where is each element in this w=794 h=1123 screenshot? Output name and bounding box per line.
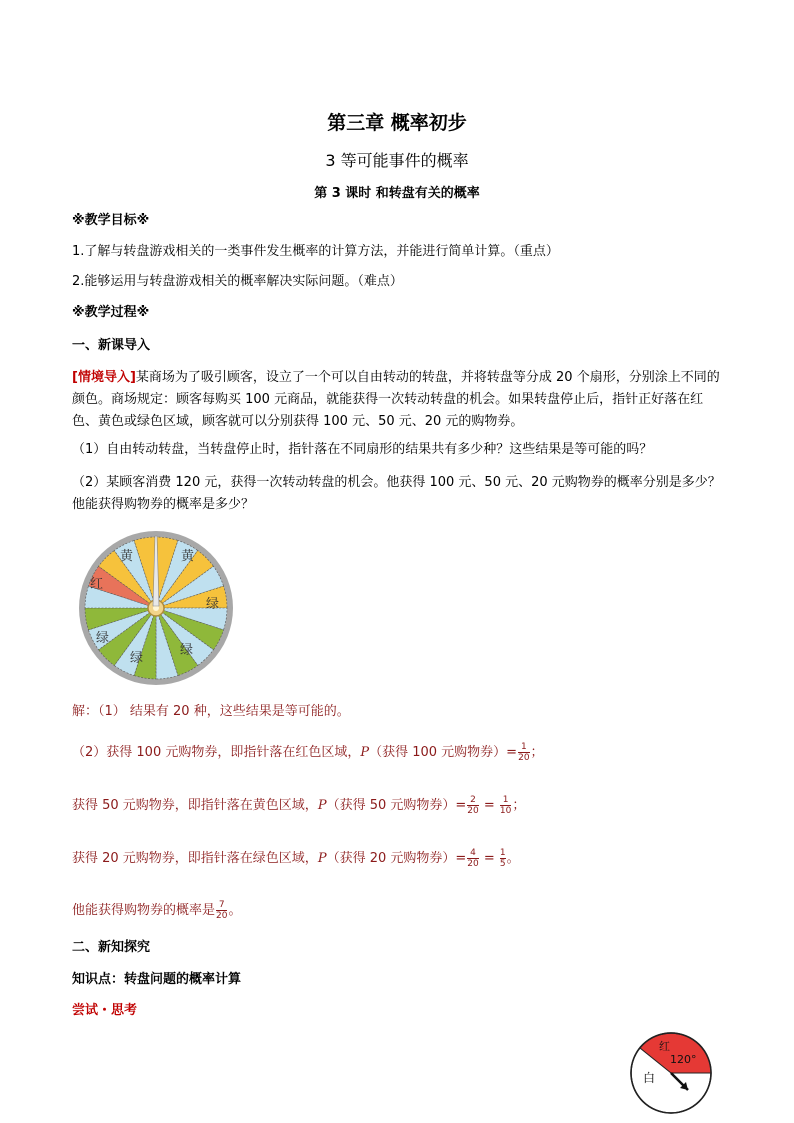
wheel-label-green-4: 绿: [180, 643, 194, 658]
fraction-red: $\frac{1}{20}$: [518, 742, 530, 763]
section-title: 3 等可能事件的概率: [325, 151, 469, 170]
answer-3-text: 获得 50 元购物券，即指针落在黄色区域，: [72, 798, 318, 813]
fraction-green-1: $\frac{4}{20}$: [467, 848, 479, 869]
small-wheel: [628, 1030, 714, 1116]
answer-5: 他能获得购物券的概率是 $\frac{7}{20}$ 。: [72, 900, 242, 921]
answer-4: 获得 20 元购物券，即指针落在绿色区域，P（获得 20 元购物券）= $\frac{4}{20}$ = $\frac{1}{5}$ 。: [72, 848, 520, 869]
goal-item-2: 2.能够运用与转盘游戏相关的概率解决实际问题。（难点）: [72, 274, 403, 289]
prize-wheel: [78, 530, 234, 686]
intro-text: 某商场为了吸引顾客，设立了一个可以自由转动的转盘，并将转盘等分成 20 个扇形，分别涂上不同的颜色。商场规定：顾客每购买 100 元商品，就能获得一次转动转盘的机会。如果转盘停止后，指针正好落在红色、黄色或绿色区域，顾客就可以分别获得 100 元、50 元、20 元的购物券。: [72, 370, 720, 429]
wheel-label-green-3: 绿: [130, 651, 144, 666]
wheel-label-yellow-2: 黄: [181, 549, 195, 564]
intro-paragraph: [72, 367, 728, 433]
answer-2-p: P: [360, 745, 370, 760]
fraction-total: $\frac{7}{20}$: [216, 900, 228, 921]
answer-2: （2）获得 100 元购物券，即指针落在红色区域，P（获得 100 元购物券）= $\frac{1}{20}$ ；: [72, 742, 544, 763]
answer-2-event: （获得 100 元购物券）=: [369, 745, 518, 760]
wheel-label-green-1: 绿: [206, 597, 220, 612]
answer-5-text: 他能获得购物券的概率是: [72, 903, 216, 918]
lesson-title: 第 3 课时 和转盘有关的概率: [314, 186, 480, 201]
small-wheel-red-label: 红: [659, 1040, 670, 1053]
fraction-yellow-2: $\frac{1}{10}$: [499, 795, 512, 816]
goals-heading: ※教学目标※: [72, 213, 150, 228]
part1-heading: 一、新课导入: [72, 338, 151, 353]
answer-4-text: 获得 20 元购物券，即指针落在绿色区域，: [72, 851, 318, 866]
process-heading: ※教学过程※: [72, 305, 150, 320]
answer-1: 解：（1） 结果有 20 种，这些结果是等可能的。: [72, 704, 350, 719]
fraction-green-2: $\frac{1}{5}$: [499, 848, 506, 869]
answer-3: 获得 50 元购物券，即指针落在黄色区域，P（获得 50 元购物券）= $\frac{2}{20}$ = $\frac{1}{10}$ ；: [72, 795, 526, 816]
question-1: （1）自由转动转盘，当转盘停止时，指针落在不同扇形的结果共有多少种？这些结果是等可能的吗？: [72, 442, 653, 457]
wheel-label-yellow-1: 黄: [120, 549, 134, 564]
small-wheel-angle-label: 120°: [670, 1053, 697, 1066]
part2-heading: 二、新知探究: [72, 940, 151, 955]
intro-tag: [情境导入]: [72, 370, 136, 385]
goal-item-1: 1.了解与转盘游戏相关的一类事件发生概率的计算方法，并能进行简单计算。（重点）: [72, 244, 559, 259]
fraction-yellow-1: $\frac{2}{20}$: [467, 795, 479, 816]
small-wheel-white-label: 白: [643, 1071, 656, 1085]
wheel-label-green-2: 绿: [96, 631, 110, 646]
knowledge-point: 知识点：转盘问题的概率计算: [72, 972, 242, 987]
question-2: （2）某顾客消费 120 元，获得一次转动转盘的机会。他获得 100 元、50 元、20 元购物券的概率分别是多少？他能获得购物券的概率是多少？: [72, 475, 721, 512]
try-think-heading: 尝试・思考: [72, 1003, 138, 1018]
chapter-title: 第三章 概率初步: [327, 112, 467, 134]
answer-2-text: （2）获得 100 元购物券，即指针落在红色区域，: [72, 745, 361, 760]
wheel-label-red: 红: [90, 577, 104, 592]
